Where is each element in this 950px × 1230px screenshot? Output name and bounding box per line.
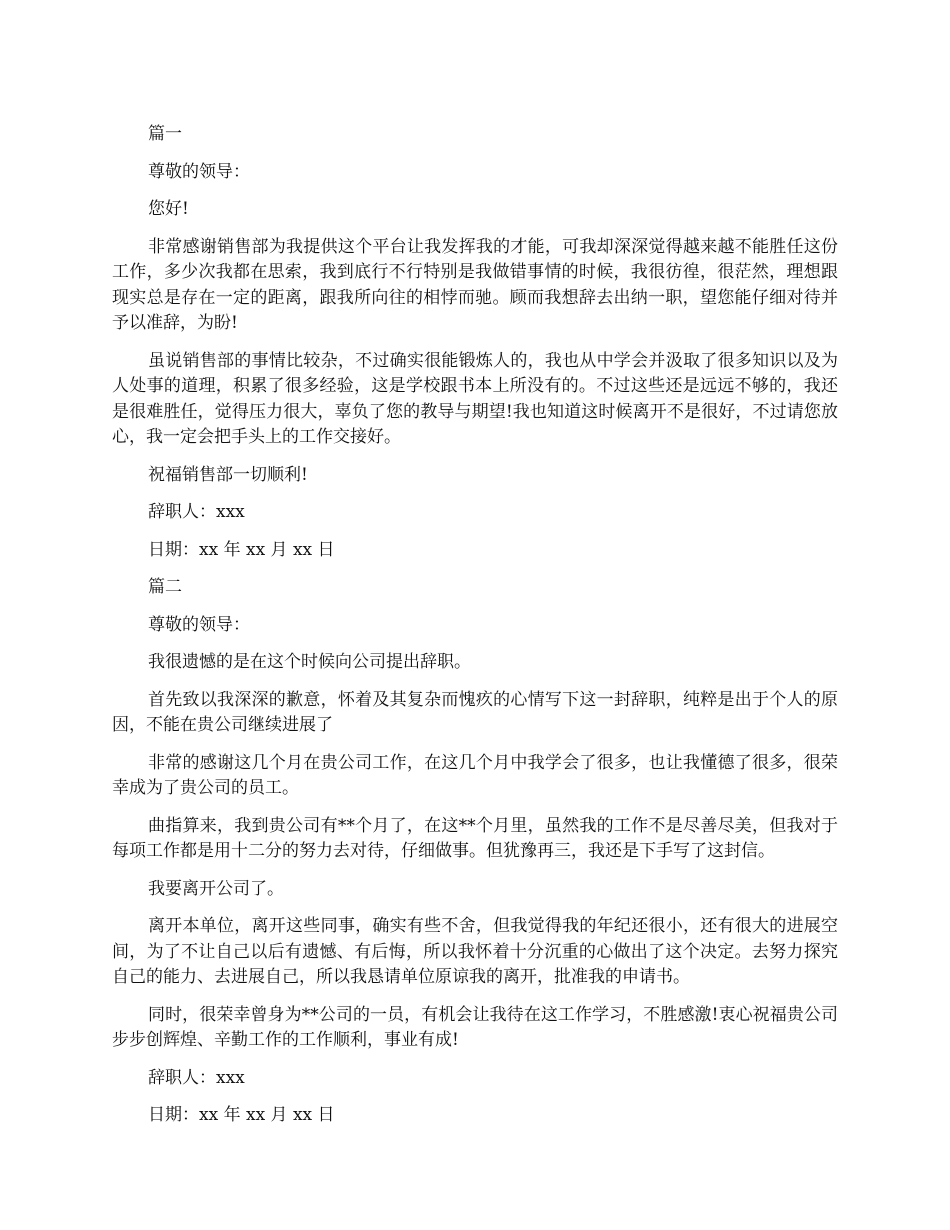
section-heading-1: 篇一: [148, 124, 182, 144]
date-line: 日期：xx 年 xx 月 xx 日: [148, 1105, 335, 1125]
date-line: 日期：xx 年 xx 月 xx 日: [148, 539, 335, 560]
body-paragraph: 首先致以我深深的歉意，怀着及其复杂而愧疚的心情写下这一封辞职，纯粹是出于个人的原因，不能在贵公司继续进展了: [112, 689, 838, 735]
body-paragraph: 非常的感谢这几个月在贵公司工作，在这几个月中我学会了很多，也让我懂德了很多，很荣幸成为了贵公司的员工。: [112, 752, 838, 798]
body-paragraph: 我很遗憾的是在这个时候向公司提出辞职。: [148, 652, 471, 672]
salutation: 尊敬的领导：: [148, 614, 250, 635]
closing-wish: 祝福销售部一切顺利!: [148, 464, 308, 485]
section-heading-2: 篇二: [148, 577, 182, 597]
body-paragraph: 同时，很荣幸曾身为**公司的一员，有机会让我待在这工作学习，不胜感激!衷心祝福贵公司步步创辉煌、辛勤工作的工作顺利，事业有成!: [112, 1004, 838, 1050]
body-paragraph: 虽说销售部的事情比较杂，不过确实很能锻炼人的，我也从中学会并汲取了很多知识以及为人处事的道理，积累了很多经验，这是学校跟书本上所没有的。不过这些还是远远不够的，我还是很难胜任，觉得压力很大，辜负了您的教导与期望!我也知道这时候离开不是很好，不过请您放心，我一定会把手头上的工作交接好。: [112, 350, 838, 447]
signature-line: 辞职人：xxx: [148, 1067, 245, 1088]
body-paragraph: 曲指算来，我到贵公司有**个月了，在这**个月里，虽然我的工作不是尽善尽美，但我对于每项工作都是用十二分的努力去对待，仔细做事。但犹豫再三，我还是下手写了这封信。: [112, 815, 838, 861]
signature-line: 辞职人：xxx: [148, 502, 245, 522]
body-paragraph: 非常感谢销售部为我提供这个平台让我发挥我的才能，可我却深深觉得越来越不能胜任这份工作，多少次我都在思索，我到底行不行特别是我做错事情的时候，我很彷徨，很茫然，理想跟现实总是存在一定的距离，跟我所向往的相悖而驰。顾而我想辞去出纳一职，望您能仔细对待并予以准辞，为盼!: [112, 236, 838, 333]
body-paragraph: 离开本单位，离开这些同事，确实有些不舍，但我觉得我的年纪还很小，还有很大的进展空间，为了不让自己以后有遗憾、有后悔，所以我怀着十分沉重的心做出了这个决定。去努力探究自己的能力、去进展自己，所以我恳请单位原谅我的离开，批准我的申请书。: [112, 916, 838, 987]
document-body: [112, 122, 838, 1141]
salutation: 尊敬的领导：: [148, 161, 250, 182]
body-paragraph: 我要离开公司了。: [148, 878, 284, 899]
greeting: 您好!: [148, 199, 189, 219]
